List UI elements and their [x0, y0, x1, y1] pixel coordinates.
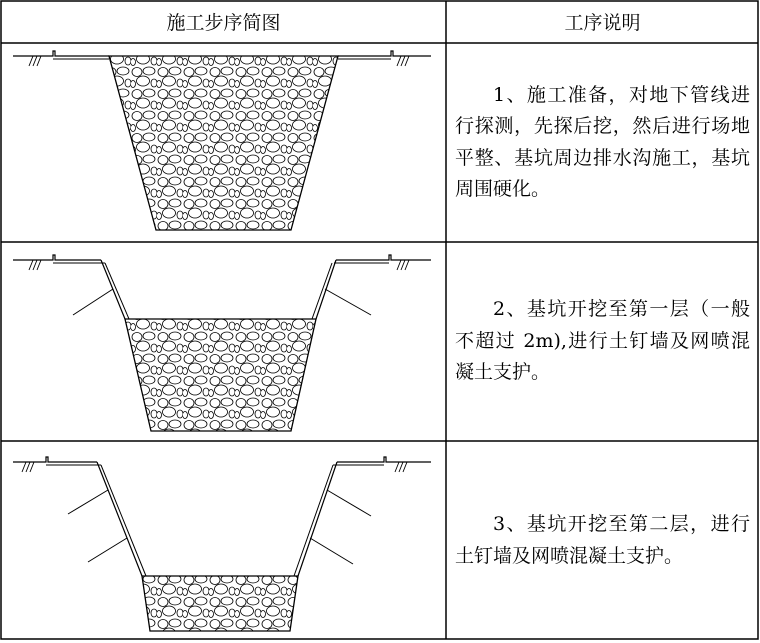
- step-2-diagram: [1, 243, 446, 440]
- header-diagram: 施工步序简图: [166, 11, 281, 34]
- step-1-diagram: [1, 44, 446, 241]
- step-3-text: 3、基坑开挖至第二层，进行土钉墙及网喷混凝土支护。: [455, 513, 750, 567]
- header-description: 工序说明: [564, 11, 641, 34]
- step-3-description: [447, 442, 758, 639]
- step-1-description: [447, 44, 758, 241]
- step-2-description: [447, 243, 758, 440]
- step-2-text: 2、基坑开挖至第一层（一般不超过 2m),进行土钉墙及网喷混凝土支护。: [455, 298, 750, 384]
- step-3-diagram: [1, 442, 446, 639]
- step-1-text: 1、施工准备，对地下管线进行探测，先探后挖，然后进行场地平整、基坑周边排水沟施工，基坑周围硬化。: [455, 83, 750, 200]
